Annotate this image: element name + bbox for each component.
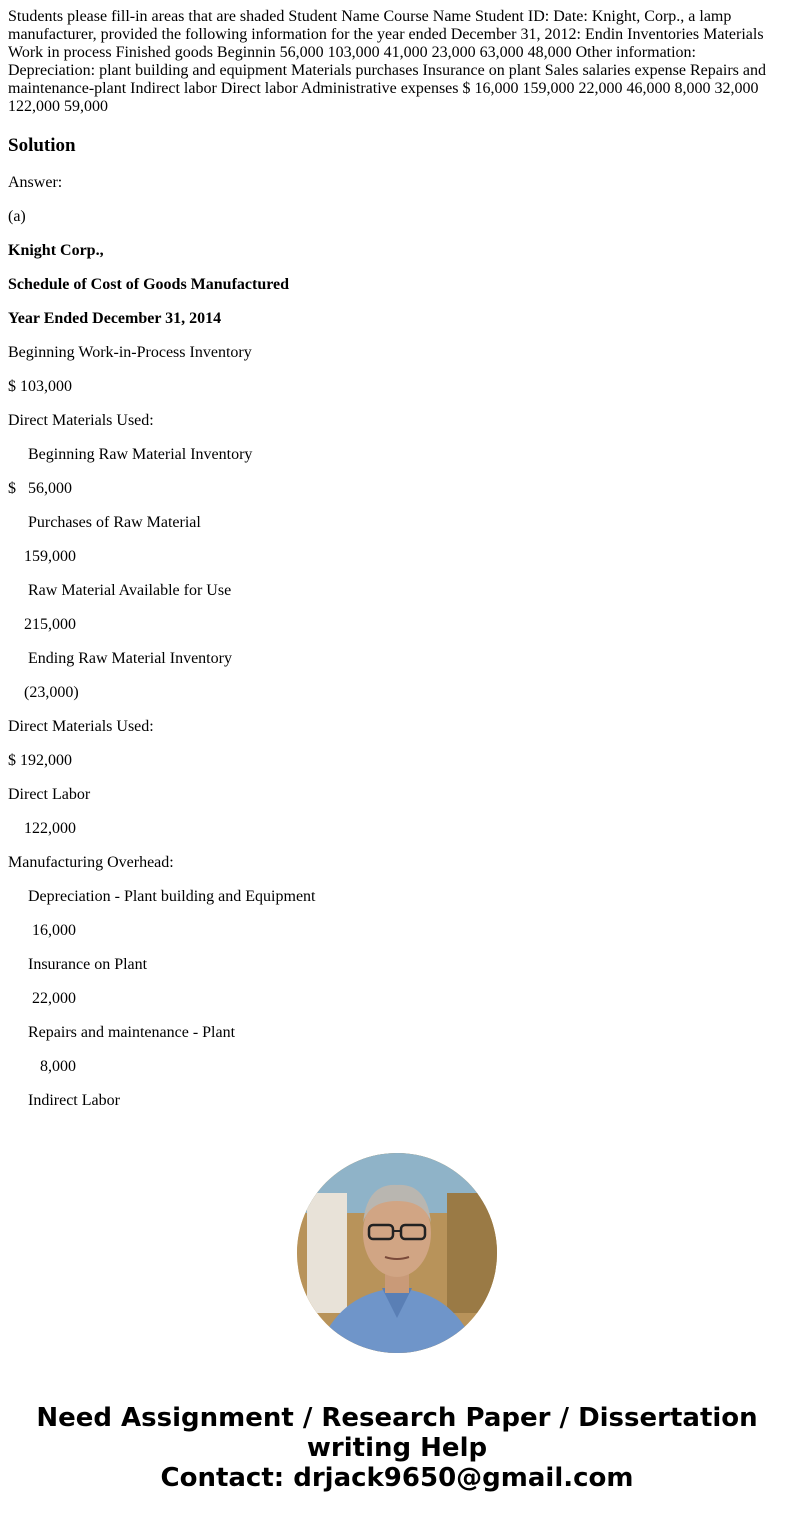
solution-line: Year Ended December 31, 2014	[8, 310, 222, 327]
solution-line: Knight Corp.,	[8, 242, 104, 259]
solution-line: Direct Materials Used:	[8, 412, 154, 429]
solution-line: $ 192,000	[8, 752, 72, 769]
solution-line: $ 56,000	[8, 480, 72, 497]
solution-line: Answer:	[8, 174, 63, 191]
solution-line: Beginning Raw Material Inventory	[8, 446, 253, 463]
solution-line: Manufacturing Overhead:	[8, 854, 174, 871]
solution-line: Indirect Labor	[8, 1092, 120, 1109]
solution-line: Insurance on Plant	[8, 956, 148, 973]
promo-line-1: Need Assignment / Research Paper / Dissertation	[36, 1403, 758, 1433]
solution-line: Depreciation - Plant building and Equipment	[8, 888, 316, 905]
promo-contact: Contact: drjack9650@gmail.com	[160, 1463, 634, 1493]
solution-heading: Solution	[8, 135, 76, 156]
solution-line: 22,000	[8, 990, 76, 1007]
document-body	[8, 8, 784, 1126]
author-avatar	[297, 1153, 497, 1353]
solution-line: Purchases of Raw Material	[8, 514, 201, 531]
solution-line: 215,000	[8, 616, 76, 633]
solution-line: $ 103,000	[8, 378, 72, 395]
person-portrait-icon	[297, 1153, 497, 1353]
solution-line: Ending Raw Material Inventory	[8, 650, 232, 667]
solution-line: 122,000	[8, 820, 76, 837]
solution-line: 16,000	[8, 922, 76, 939]
solution-line: 8,000	[8, 1058, 76, 1075]
solution-line: 159,000	[8, 548, 76, 565]
solution-line: Raw Material Available for Use	[8, 582, 232, 599]
solution-line: (a)	[8, 208, 26, 225]
promo-banner	[0, 1403, 794, 1493]
solution-line: Direct Materials Used:	[8, 718, 154, 735]
solution-line: Beginning Work-in-Process Inventory	[8, 344, 252, 361]
question-text: Students please fill-in areas that are shaded Student Name Course Name Student ID: Date: Knight, Corp., a lamp manufacturer, provided the following information for the year ended December 31, 2012: Endin Inventories Materials Work in process Finished goods Beginnin 56,000 103,000 41,000 23,000 63,000 48,000 Other information: Depreciation: plant building and equipment Materials purchases Insurance on plant Sales salaries expense Repairs and maintenance-plant Indirect labor Direct labor Administrative expenses $ 16,000 159,000 22,000 46,000 8,000 32,000 122,000 59,000	[8, 8, 766, 115]
solution-line: (23,000)	[8, 684, 79, 701]
solution-line: Direct Labor	[8, 786, 91, 803]
solution-lines	[8, 174, 784, 1110]
solution-line: Repairs and maintenance - Plant	[8, 1024, 236, 1041]
solution-line: Schedule of Cost of Goods Manufactured	[8, 276, 290, 293]
promo-line-2: writing Help	[306, 1433, 488, 1463]
